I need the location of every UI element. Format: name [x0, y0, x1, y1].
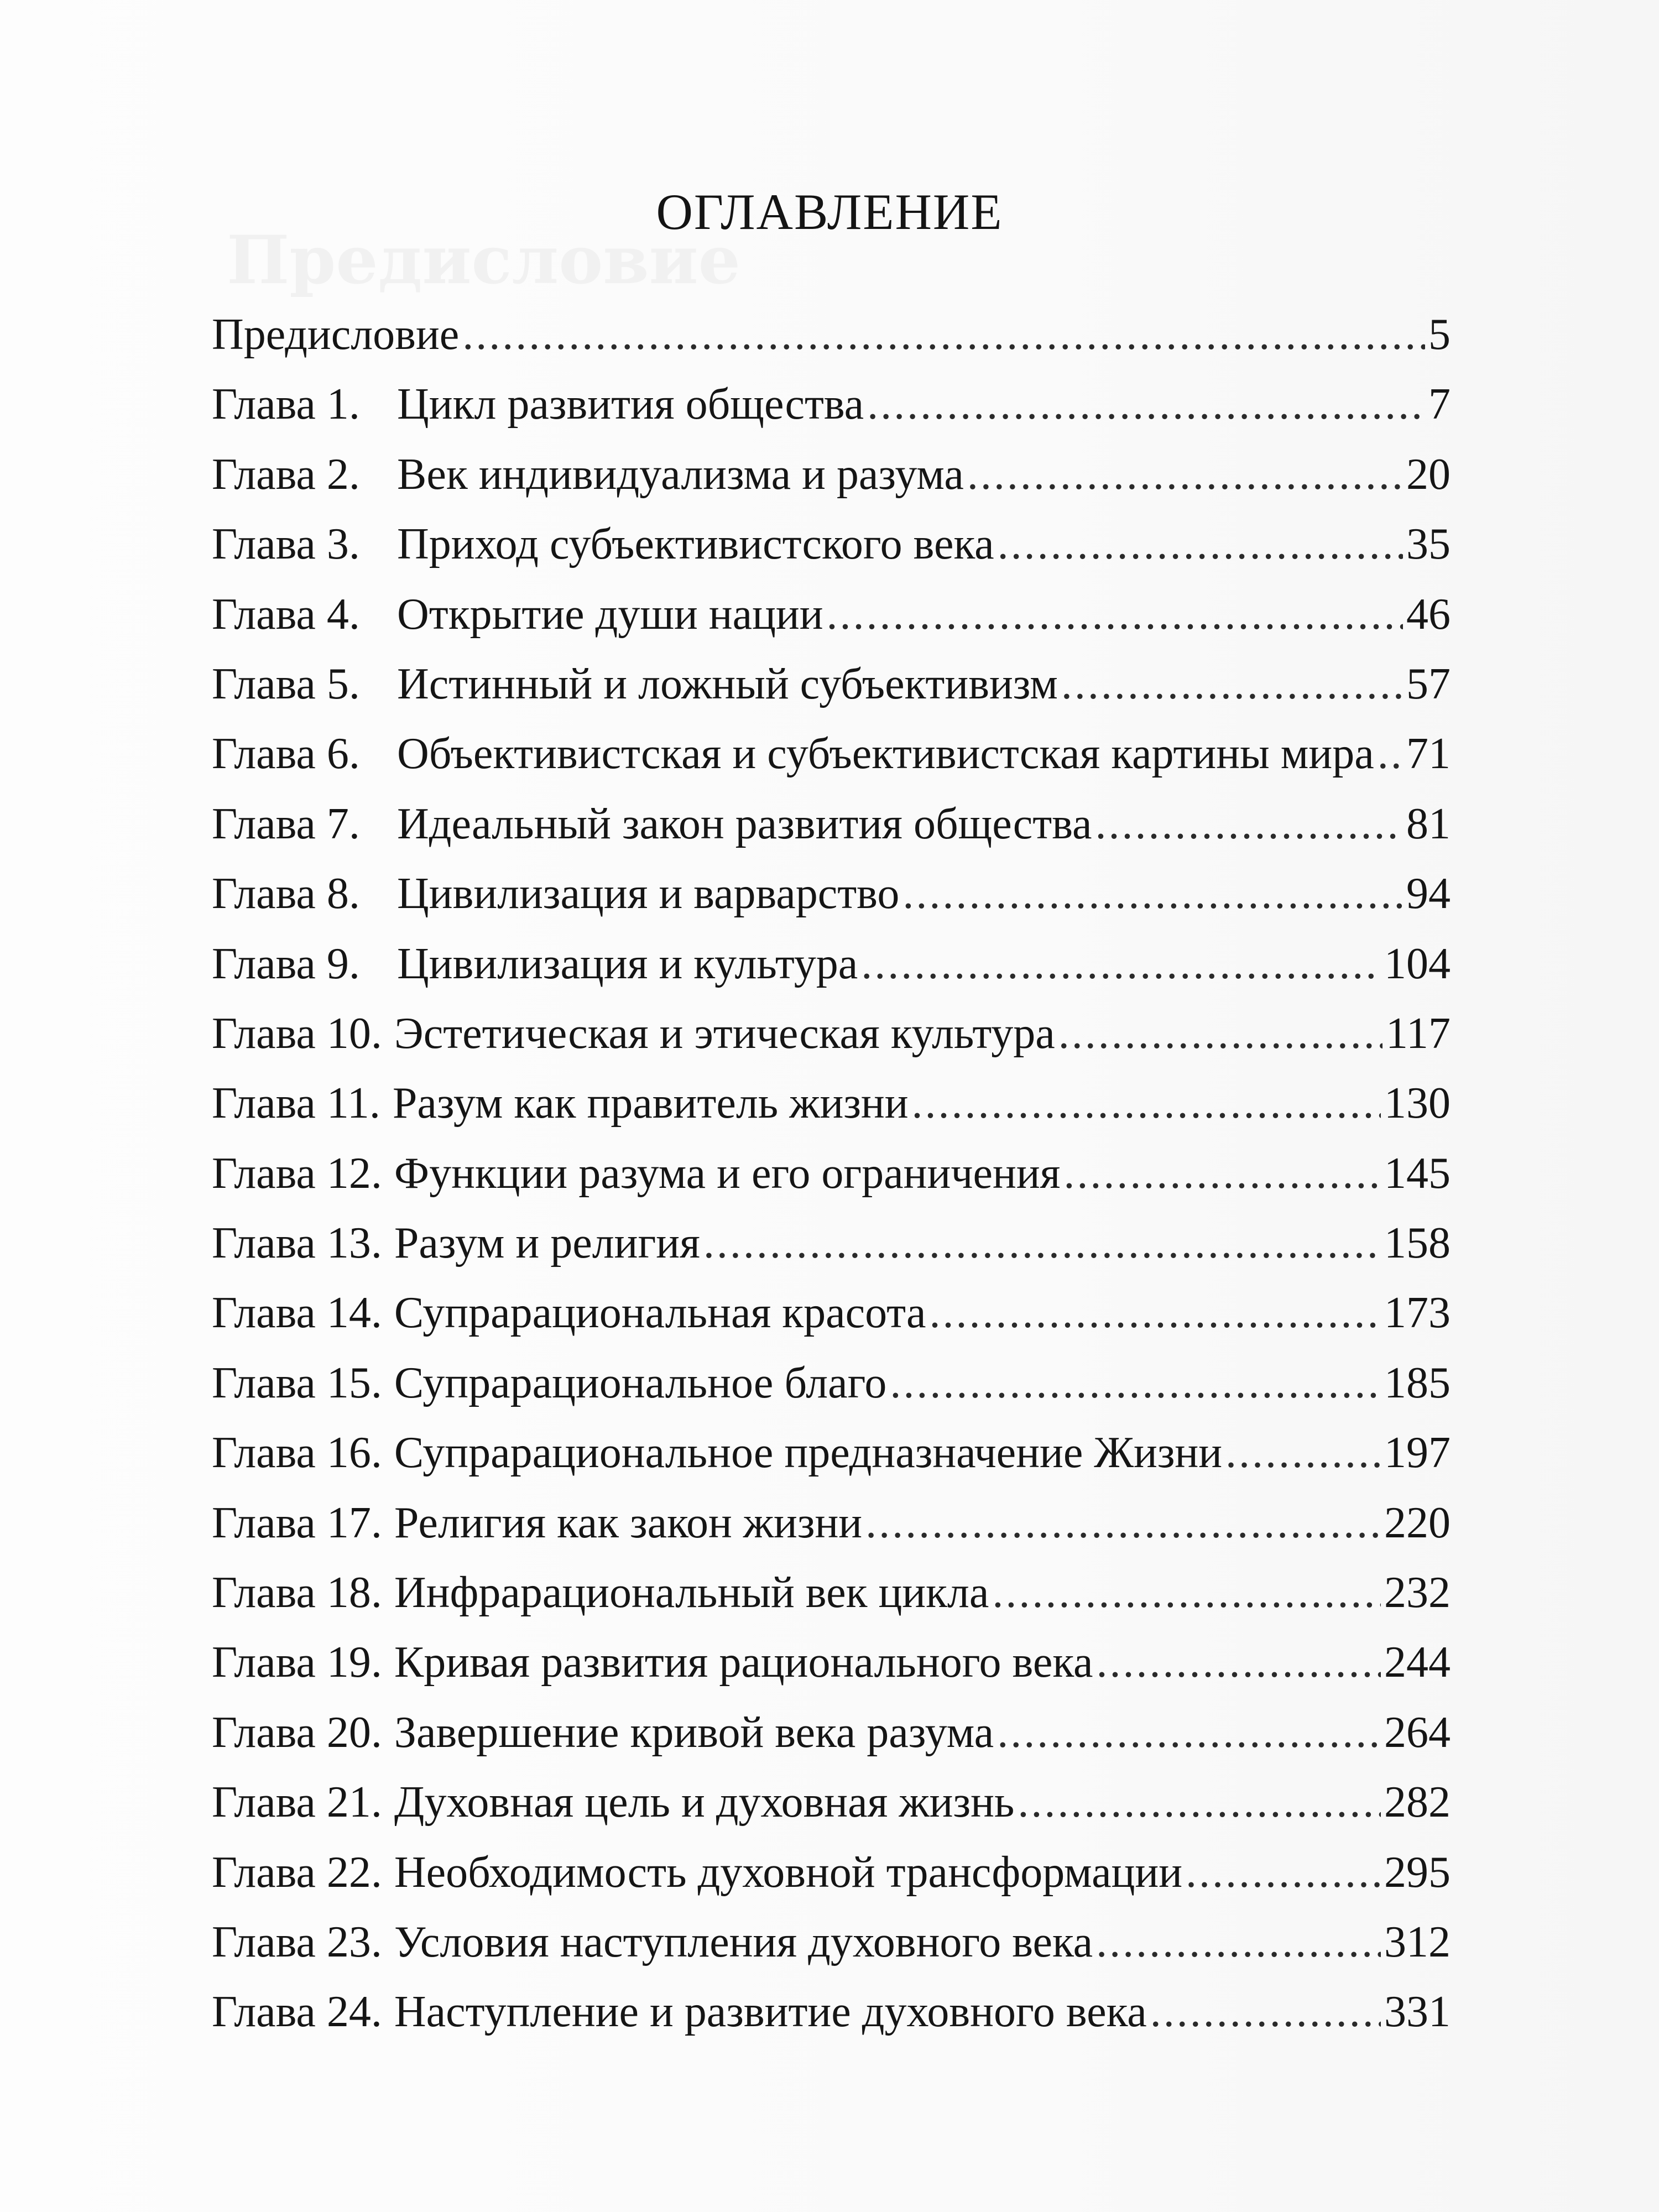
page-number: 117 [1385, 1009, 1451, 1058]
chapter-number: Глава 22. [212, 1848, 382, 1897]
page-number: 295 [1384, 1848, 1451, 1897]
page-number: 145 [1384, 1149, 1451, 1198]
dot-leader [867, 379, 1425, 430]
chapter-title: Предисловие [212, 310, 460, 359]
chapter-title: Открытие души нации [397, 589, 823, 639]
chapter-title: Разум и религия [394, 1219, 700, 1268]
chapter-title: Инфрарациональный век цикла [394, 1568, 989, 1618]
page-number: 232 [1384, 1568, 1451, 1618]
chapter-number: Глава 4. [212, 589, 360, 639]
chapter-number: Глава 12. [212, 1149, 382, 1198]
chapter-title: Наступление и развитие духовного века [394, 1987, 1147, 2037]
dot-leader [1061, 659, 1403, 709]
chapter-number: Глава 10. [212, 1009, 382, 1058]
toc-entry [212, 1009, 1451, 1078]
dot-leader [1063, 1149, 1381, 1199]
toc-entry [212, 1358, 1451, 1428]
dot-leader [462, 310, 1425, 360]
page-number: 20 [1406, 450, 1451, 499]
toc-entry [212, 869, 1451, 938]
chapter-number: Глава 5. [212, 659, 360, 708]
toc-entry [212, 1078, 1451, 1148]
toc-entry [212, 310, 1451, 379]
dot-leader [861, 939, 1381, 989]
page-number: 104 [1384, 939, 1451, 988]
dot-leader [997, 1708, 1381, 1758]
chapter-number: Глава 21. [212, 1778, 382, 1827]
dot-leader [967, 450, 1403, 500]
dot-leader [1018, 1777, 1381, 1828]
toc-entry [212, 1149, 1451, 1218]
chapter-number: Глава 23. [212, 1917, 382, 1966]
chapter-title: Необходимость духовной трансформации [394, 1848, 1183, 1897]
page-number: 46 [1406, 589, 1451, 639]
toc-entry [212, 519, 1451, 589]
chapter-number: Глава 3. [212, 520, 360, 569]
dot-leader [890, 1358, 1381, 1408]
toc-entry [212, 589, 1451, 659]
dot-leader [1378, 729, 1403, 779]
page-number: 81 [1406, 799, 1451, 848]
chapter-number: Глава 14. [212, 1288, 382, 1338]
chapter-title: Эстетическая и этическая культура [394, 1009, 1055, 1058]
dot-leader [1058, 1009, 1383, 1059]
dot-leader [912, 1078, 1381, 1129]
dot-leader [1225, 1428, 1381, 1478]
chapter-number: Глава 18. [212, 1568, 382, 1618]
chapter-title: Супрарациональное благо [394, 1358, 887, 1407]
chapter-number: Глава 7. [212, 799, 360, 848]
toc-entry [212, 1568, 1451, 1637]
dot-leader [827, 589, 1403, 640]
page-number: 331 [1384, 1987, 1451, 2037]
chapter-number: Глава 9. [212, 939, 360, 988]
chapter-number: Глава 24. [212, 1987, 382, 2037]
toc-entry [212, 799, 1451, 869]
chapter-number: Глава 1. [212, 380, 360, 429]
chapter-title: Приход субъективистского века [397, 520, 994, 569]
chapter-number: Глава 19. [212, 1638, 382, 1687]
chapter-title: Истинный и ложный субъективизм [397, 659, 1058, 708]
chapter-title: Идеальный закон развития общества [397, 799, 1092, 848]
page-number: 185 [1384, 1358, 1451, 1407]
dot-leader [1150, 1987, 1381, 2037]
toc-entry [212, 1777, 1451, 1847]
chapter-number: Глава 15. [212, 1358, 382, 1407]
dot-leader [930, 1288, 1381, 1338]
toc-entry [212, 1848, 1451, 1917]
dot-leader [1096, 1917, 1381, 1968]
page-number: 312 [1384, 1917, 1451, 1966]
chapter-number: Глава 17. [212, 1498, 382, 1547]
page-number: 197 [1384, 1428, 1451, 1478]
page-title: ОГЛАВЛЕНИЕ [656, 184, 1003, 240]
page-number: 35 [1406, 520, 1451, 569]
toc-entry [212, 1218, 1451, 1288]
toc-entry [212, 1428, 1451, 1498]
dot-leader [1095, 799, 1403, 849]
chapter-title: Разум как правитель жизни [392, 1079, 909, 1128]
chapter-title: Религия как закон жизни [394, 1498, 863, 1547]
chapter-number: Глава 2. [212, 450, 360, 499]
chapter-title: Духовная цель и духовная жизнь [394, 1778, 1015, 1827]
dot-leader [1097, 1637, 1381, 1688]
page-number: 71 [1406, 729, 1451, 779]
chapter-number: Глава 20. [212, 1708, 382, 1757]
chapter-number: Глава 6. [212, 729, 360, 779]
toc-entry [212, 1987, 1451, 2057]
chapter-title: Цикл развития общества [397, 380, 864, 429]
chapter-number: Глава 11. [212, 1079, 380, 1128]
toc-entry [212, 450, 1451, 519]
page-number: 57 [1406, 659, 1451, 708]
chapter-title: Цивилизация и культура [397, 939, 858, 988]
page-number: 173 [1384, 1288, 1451, 1338]
toc-entry [212, 939, 1451, 1009]
page-number: 5 [1428, 310, 1451, 359]
chapter-title: Кривая развития рационального века [394, 1638, 1093, 1687]
chapter-title: Функции разума и его ограничения [394, 1149, 1061, 1198]
table-of-contents [212, 310, 1451, 2057]
page-number: 264 [1384, 1708, 1451, 1757]
show-through-heading: Предисловие [227, 221, 741, 299]
toc-entry [212, 1498, 1451, 1568]
toc-entry [212, 1708, 1451, 1777]
toc-entry [212, 1288, 1451, 1358]
page-number: 158 [1384, 1219, 1451, 1268]
dot-leader [703, 1218, 1381, 1269]
chapter-title: Цивилизация и варварство [397, 869, 900, 919]
chapter-title: Век индивидуализма и разума [397, 450, 964, 499]
chapter-title: Условия наступления духовного века [394, 1917, 1093, 1966]
chapter-title: Завершение кривой века разума [394, 1708, 994, 1757]
page-number: 130 [1384, 1079, 1451, 1128]
dot-leader [1186, 1848, 1381, 1898]
toc-entry [212, 659, 1451, 729]
dot-leader [865, 1498, 1381, 1548]
page-number: 220 [1384, 1498, 1451, 1547]
chapter-number: Глава 13. [212, 1219, 382, 1268]
toc-entry [212, 379, 1451, 449]
toc-entry [212, 729, 1451, 799]
page-number: 7 [1428, 380, 1451, 429]
chapter-number: Глава 16. [212, 1428, 382, 1478]
chapter-title: Супрарациональное предназначение Жизни [394, 1428, 1223, 1478]
dot-leader [902, 869, 1403, 919]
page-number: 94 [1406, 869, 1451, 919]
page-number: 282 [1384, 1778, 1451, 1827]
chapter-number: Глава 8. [212, 869, 360, 919]
dot-leader [998, 519, 1403, 570]
dot-leader [992, 1568, 1381, 1618]
chapter-title: Супрарациональная красота [394, 1288, 926, 1338]
toc-entry [212, 1637, 1451, 1707]
page-number: 244 [1384, 1638, 1451, 1687]
toc-entry [212, 1917, 1451, 1987]
chapter-title: Объективистская и субъективистская картины мира [397, 729, 1374, 779]
